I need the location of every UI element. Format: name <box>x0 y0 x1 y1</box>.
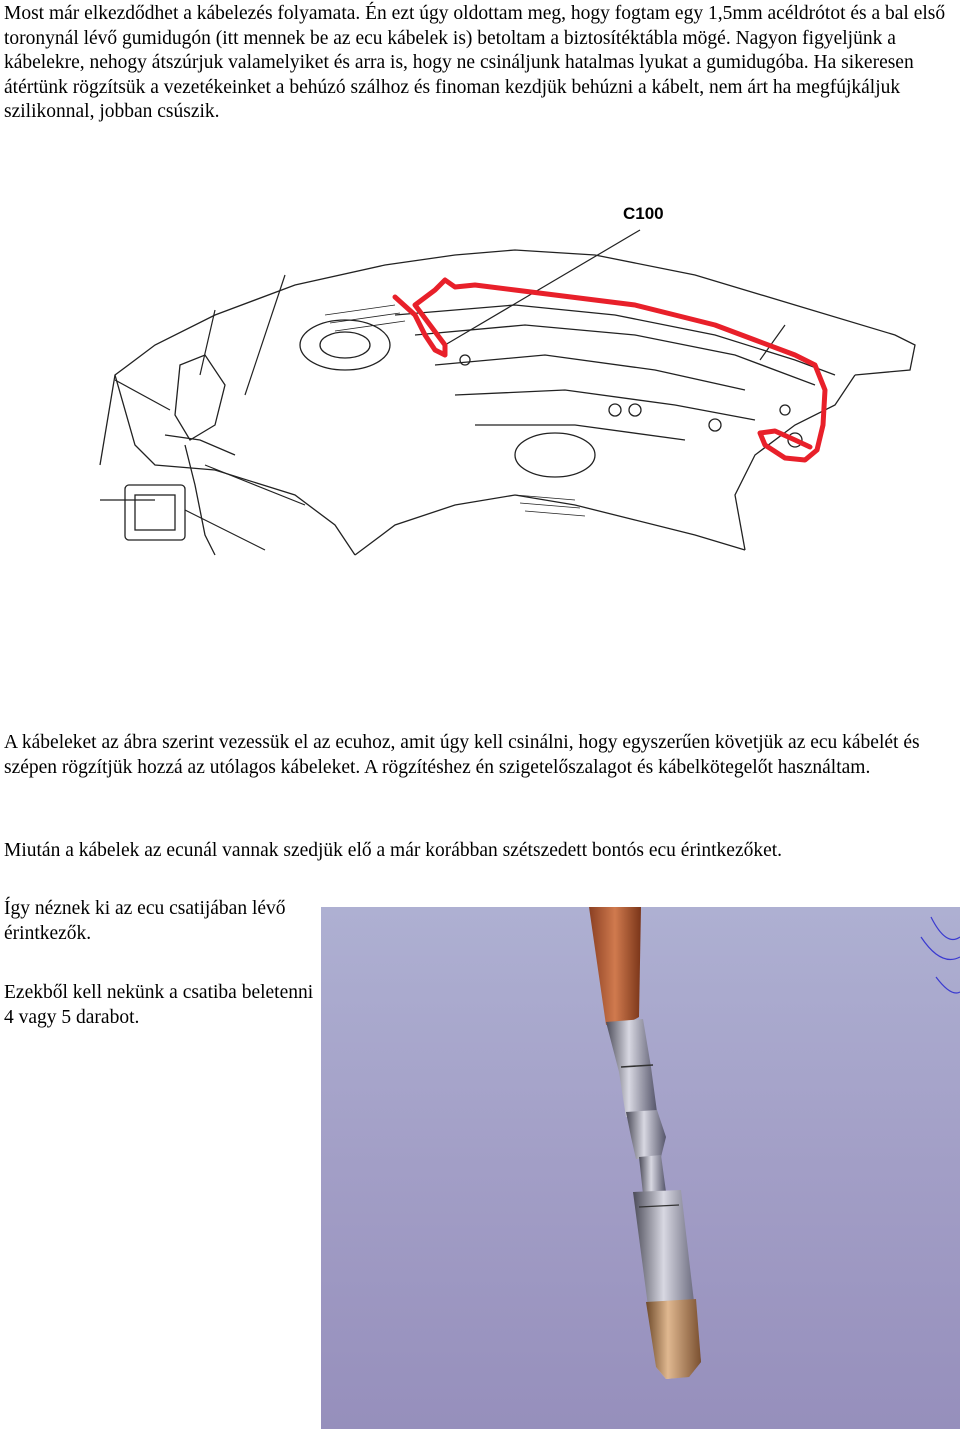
connector-label: C100 <box>623 204 664 223</box>
routing-paragraph: A kábeleket az ábra szerint vezessük el az ecuhoz, amit úgy kell csinálni, hogy egyszerűen követjük az ecu kábelét és szépen rögzítjük hozzá az utólagos kábeleket. A rögzítéshez én szigetelőszalagot és kábelkötegelőt használtam. <box>4 732 920 778</box>
photo-caption: Így néznek ki az ecu csatijában lévő érintkezők. <box>4 898 286 944</box>
quantity-note: Ezekből kell nekünk a csatiba beletenni 4 vagy 5 darabot. <box>4 982 314 1028</box>
ecu-contact-photo <box>321 907 960 1429</box>
wiring-route-diagram <box>95 195 925 565</box>
contacts-paragraph: Miután a kábelek az ecunál vannak szedjük elő a már korábban szétszedett bontós ecu érintkezőket. <box>4 840 783 861</box>
red-route-line <box>395 280 825 460</box>
intro-paragraph: Most már elkezdődhet a kábelezés folyamata. Én ezt úgy oldottam meg, hogy fogtam egy 1,5mm acéldrótot és a bal első toronynál lévő gumidugón (itt mennek be az ecu kábelek is) betoltam a biztosítéktábla mögé. Nagyon figyeljünk a kábelekre, nehogy átszúrjuk valamelyiket és arra is, hogy ne csináljunk hatalmas lyukat a gumidugóba. Ha sikeresen átértünk rögzítsük a vezetékeinket a behúzó szálhoz és finoman kezdjük behúzni a kábelt, nem árt ha megfújkáljuk szilikonnal, jobban csúszik. <box>4 3 946 122</box>
